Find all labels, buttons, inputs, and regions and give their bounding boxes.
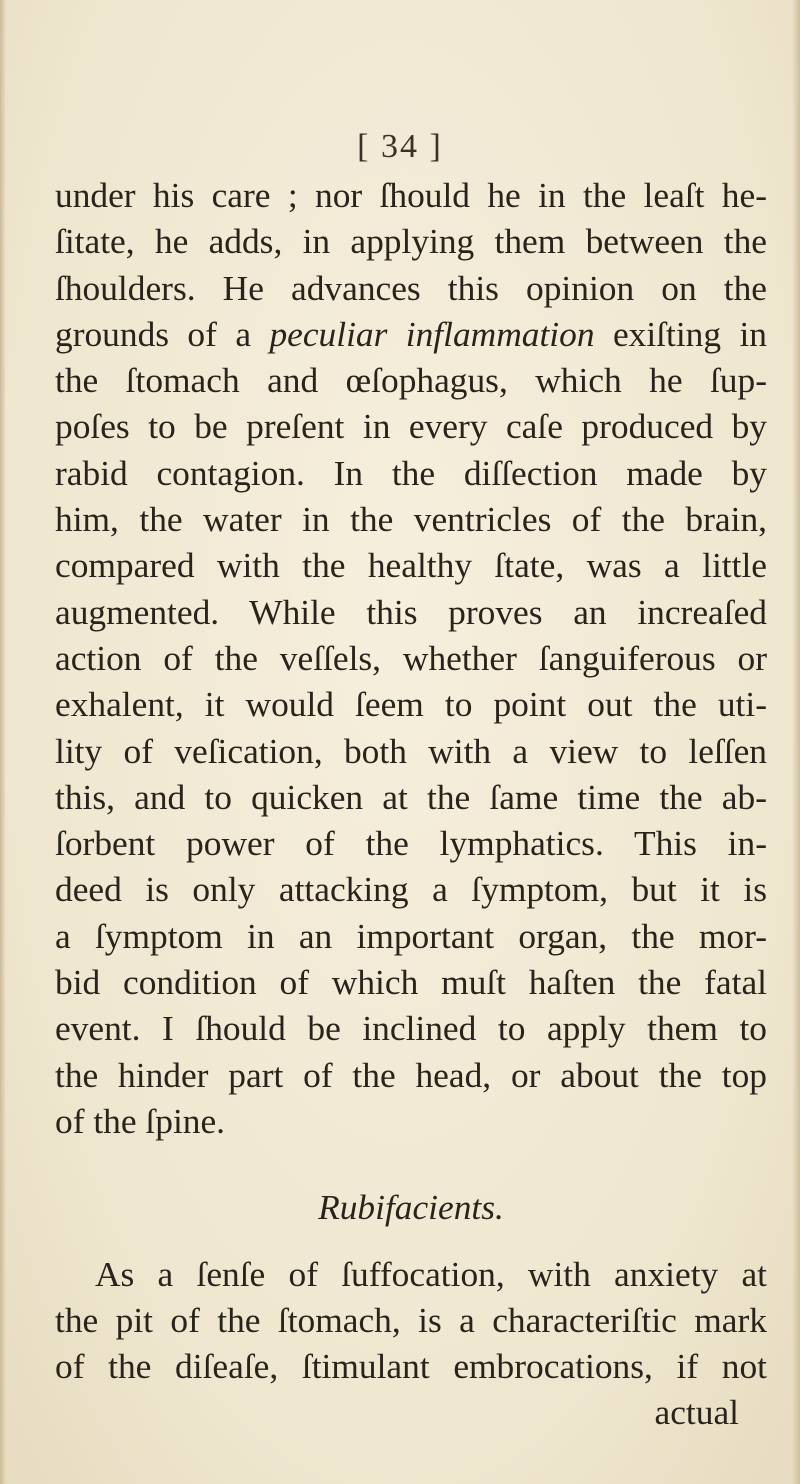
text-line: rabid contagion. In the diſſection made by	[55, 452, 767, 493]
text-segment: grounds of a	[55, 313, 270, 354]
text-line: As a ſenſe of ſuffocation, with anxiety at	[95, 1253, 767, 1294]
text-line: deed is only attacking a ſymptom, but it is	[55, 869, 767, 910]
text-line-with-emphasis	[55, 311, 767, 357]
text-line: ſorbent power of the lymphatics. This in-	[55, 823, 767, 864]
text-line: the ſtomach and œſophagus, which he ſup-	[55, 360, 767, 401]
text-line: bid condition of which muſt haſten the fatal	[55, 962, 767, 1003]
text-line: action of the veſſels, whether ſanguiferous or	[55, 637, 767, 678]
text-line-paragraph-end: of the ſpine.	[55, 1100, 226, 1141]
text-line: augmented. While this proves an increaſed	[55, 591, 767, 632]
text-line: poſes to be preſent in every caſe produced by	[55, 406, 767, 447]
page-number: [ 34 ]	[357, 128, 443, 165]
text-line: this, and to quicken at the ſame time the ab-	[55, 776, 767, 817]
emphasized-phrase: peculiar inflammation	[269, 313, 595, 354]
catchword: actual	[654, 1392, 739, 1433]
section-heading: Rubifacients.	[318, 1187, 504, 1228]
text-line: of the diſeaſe, ſtimulant embrocations, if not	[55, 1346, 767, 1387]
text-line: the pit of the ſtomach, is a characteriſtic mark	[55, 1299, 767, 1340]
text-line: event. I ſhould be inclined to apply them to	[55, 1008, 767, 1049]
page-body-text	[55, 172, 767, 1436]
text-line: him, the water in the ventricles of the brain,	[55, 499, 767, 540]
page-edge-left	[0, 0, 6, 1484]
text-line: the hinder part of the head, or about the top	[55, 1054, 767, 1095]
text-line: a ſymptom in an important organ, the mor-	[55, 915, 767, 956]
text-line: exhalent, it would ſeem to point out the uti-	[55, 684, 767, 725]
text-line: ſitate, he adds, in applying them between the	[55, 221, 767, 262]
text-segment: exiſting in	[594, 313, 767, 354]
page-edge-right	[792, 0, 800, 1484]
text-line: lity of veſication, both with a view to leſſen	[55, 730, 767, 771]
text-line: under his care ; nor ſhould he in the leaſt he-	[55, 175, 767, 215]
text-line: ſhoulders. He advances this opinion on the	[55, 267, 767, 308]
text-line: compared with the healthy ſtate, was a little	[55, 545, 767, 586]
